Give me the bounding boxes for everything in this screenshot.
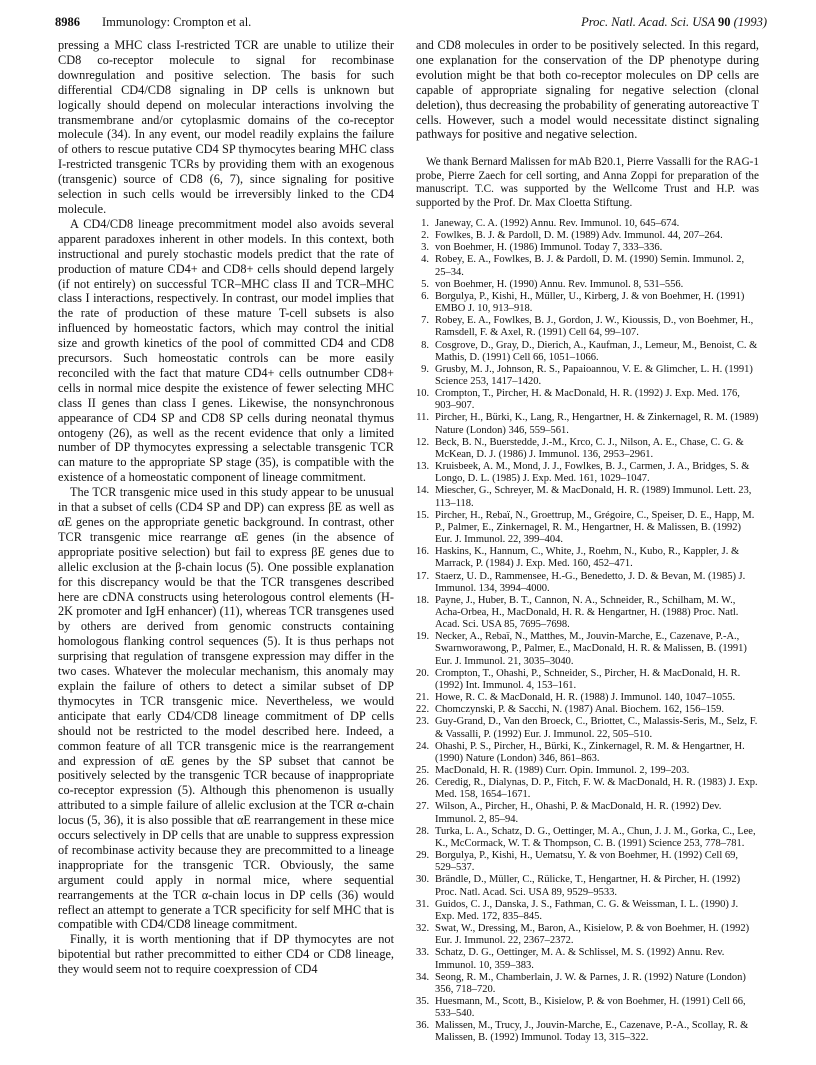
reference-item bbox=[416, 704, 759, 716]
reference-item bbox=[416, 668, 759, 692]
reference-text: Borgulya, P., Kishi, H., Müller, U., Kirberg, J. & von Boehmer, H. (1991) EMBO J. 10, 913–918. bbox=[435, 290, 745, 315]
reference-number: 5. bbox=[421, 278, 429, 290]
reference-item bbox=[416, 692, 759, 704]
reference-number: 31. bbox=[416, 898, 430, 910]
body-paragraph: and CD8 molecules in order to be positively selected. In this regard, one explanation for the conservation of the DP phenotype during evolution might be that both co-receptor molecules on DP cells are capable of appropriate signaling for negative selection (clonal deletion), thus decreasing the probability of generating autoreactive T cells. However, such a model would necessitate distinct signaling pathways for positive and negative selection. bbox=[416, 38, 759, 142]
reference-text: Grusby, M. J., Johnson, R. S., Papaioannou, V. E. & Glimcher, L. H. (1991) Science 253, 1417–1420. bbox=[435, 363, 753, 387]
reference-text: Swat, W., Dressing, M., Baron, A., Kisielow, P. & von Boehmer, H. (1992) Eur. J. Immunol. 22, 2367–2372. bbox=[435, 923, 750, 947]
reference-number: 23. bbox=[416, 716, 430, 728]
reference-text: Haskins, K., Hannum, C., White, J., Roehm, N., Kubo, R., Kappler, J. & Marrack, P. (1984) J. Exp. Med. 160, 452–471. bbox=[435, 546, 740, 570]
reference-number: 8. bbox=[421, 339, 429, 351]
reference-item bbox=[416, 230, 759, 242]
reference-text: von Boehmer, H. (1990) Annu. Rev. Immunol. 8, 531–556. bbox=[435, 278, 684, 290]
journal-name: Proc. Natl. Acad. Sci. USA bbox=[581, 15, 715, 29]
reference-text: Payne, J., Huber, B. T., Cannon, N. A., Schneider, R., Schilham, M. W., Acha-Orbea, H., MacDonald, H. R. & Hengartner, H. (1988) Proc. Natl. Acad. Sci. USA 85, 7695–7698. bbox=[435, 594, 739, 631]
reference-text: Seong, R. M., Chamberlain, J. W. & Parnes, J. R. (1992) Nature (London) 356, 718–720. bbox=[435, 971, 746, 995]
reference-number: 3. bbox=[421, 242, 429, 254]
reference-number: 16. bbox=[416, 546, 430, 558]
reference-text: Fowlkes, B. J. & Pardoll, D. M. (1989) Adv. Immunol. 44, 207–264. bbox=[435, 230, 723, 242]
reference-text: Pircher, H., Rebaï, N., Groettrup, M., Grégoire, C., Speiser, D. E., Happ, M. P., Palmer, E., Zinkernagel, R. M., Hengartner, H. & Malissen, B. (1992) Eur. J. Immunol. 22, 399–404. bbox=[435, 509, 755, 546]
reference-text: Schatz, D. G., Oettinger, M. A. & Schlissel, M. S. (1992) Annu. Rev. Immunol. 10, 359–383. bbox=[435, 947, 725, 971]
reference-item bbox=[416, 461, 759, 485]
body-paragraph: The TCR transgenic mice used in this study appear to be unusual in that a subset of cells (CD4 SP and DP) can express βE as well as αE genes on the appropriate genetic background. In contrast, other TCR transgenic mice rearrange αE genes (in the absence of appropriate positive selection) but fail to express βE genes due to allelic exclusion at the β-chain locus (5). One possible explanation for this discrepancy would be that the TCR transgenes described here are cDNA constructs using heterologous control elements (H-2K promoter and IgH enhancer) (11), whereas TCR transgenes used by others are derived from genomic constructs containing homologous flanking control sequences (5). It is thus perhaps not surprising that regulation of transgene expression may differ in the two cases. Whatever the molecular mechanism, this anomaly may explain the failure of others to detect a similar subset of DP thymocytes in TCR transgenic mice. Nevertheless, we would anticipate that early CD4/CD8 lineage commitment of DP cells should not be restricted to the model described here. Indeed, a common feature of all TCR transgenic mice is the rearrangement and expression of αE genes by the SP subset that cannot be positively selected by the transgenic TCR because of inappropriate co-receptor expression (5). Although this phenomenon is usually attributed to a simple failure of allelic exclusion at the TCR α-chain locus (5, 36), it is also possible that αE rearrangement in these mice occurs selectively in DP cells that are unable to suppress expression of recombinase activity because they are precommitted to a lineage inappropriate for the transgenic TCR. Obviously, the same argument could apply in normal mice, where sequential rearrangements at the TCR α-chain locus in DP cells (36) would reflect an attempt to generate a TCR specificity for self MHC that is compatible with CD4/CD8 lineage commitment. bbox=[58, 485, 394, 932]
reference-number: 30. bbox=[416, 874, 430, 886]
reference-item bbox=[416, 571, 759, 595]
reference-list bbox=[416, 218, 759, 1045]
acknowledgment: We thank Bernard Malissen for mAb B20.1, Pierre Vassalli for the RAG-1 probe, Pierre Zaech for cell sorting, and Anna Zoppi for preparation of the manuscript. T.C. was supported by the Wellcome Trust and H.P. was supported by the Prof. Dr. Max Cloetta Stiftung. bbox=[416, 156, 759, 209]
reference-number: 1. bbox=[421, 217, 429, 229]
reference-item bbox=[416, 315, 759, 339]
reference-text: Guidos, C. J., Danska, J. S., Fathman, C. G. & Weissman, I. L. (1990) J. Exp. Med. 172, 835–845. bbox=[435, 898, 739, 922]
reference-item bbox=[416, 595, 759, 631]
reference-number: 28. bbox=[416, 825, 430, 837]
reference-number: 18. bbox=[416, 594, 430, 606]
reference-text: Crompton, T., Ohashi, P., Schneider, S., Pircher, H. & MacDonald, H. R. (1992) Int. Immunol. 4, 153–161. bbox=[435, 667, 741, 691]
reference-number: 13. bbox=[416, 461, 430, 473]
reference-item bbox=[416, 972, 759, 996]
reference-number: 24. bbox=[416, 740, 430, 752]
reference-text: Howe, R. C. & MacDonald, H. R. (1988) J. Immunol. 140, 1047–1055. bbox=[435, 692, 736, 704]
reference-number: 32. bbox=[416, 923, 430, 935]
reference-text: Guy-Grand, D., Van den Broeck, C., Briottet, C., Malassis-Seris, M., Selz, F. & Vassalli, P. (1992) Eur. J. Immunol. 22, 505–510. bbox=[435, 716, 758, 740]
reference-item bbox=[416, 777, 759, 801]
reference-text: Borgulya, P., Kishi, H., Uematsu, Y. & von Boehmer, H. (1992) Cell 69, 529–537. bbox=[435, 850, 738, 874]
reference-item bbox=[416, 741, 759, 765]
reference-item bbox=[416, 340, 759, 364]
body-paragraph: pressing a MHC class I-restricted TCR are unable to utilize their CD8 co-receptor molecule to signal for recombinase downregulation and positive selection. The basis for such differential CD4/CD8 signaling in DP cells is unknown but logically should depend on molecular interactions involving the transmembrane and/or cytoplasmic domains of the co-receptor molecule (34). In any event, our model readily explains the failure of others to rescue putative CD4 SP thymocytes bearing MHC class I-restricted transgenic TCRs by providing them with an exogenous (transgenic) source of CD8 (6, 7), since signaling for positive selection in such cells would be irreversibly linked to the CD4 molecule. bbox=[58, 38, 394, 216]
reference-number: 7. bbox=[421, 315, 429, 327]
reference-item bbox=[416, 801, 759, 825]
reference-number: 26. bbox=[416, 777, 430, 789]
reference-text: Cosgrove, D., Gray, D., Dierich, A., Kaufman, J., Lemeur, M., Benoist, C. & Mathis, D. (1991) Cell 66, 1051–1066. bbox=[435, 339, 758, 363]
reference-number: 12. bbox=[416, 436, 430, 448]
reference-text: Turka, L. A., Schatz, D. G., Oettinger, M. A., Chun, J. J. M., Gorka, C., Lee, K., McCormack, W. T. & Thompson, C. B. (1991) Science 253, 778–781. bbox=[435, 825, 756, 849]
reference-item bbox=[416, 1020, 759, 1044]
reference-item bbox=[416, 485, 759, 509]
reference-item bbox=[416, 899, 759, 923]
reference-text: Wilson, A., Pircher, H., Ohashi, P. & MacDonald, H. R. (1992) Dev. Immunol. 2, 85–94. bbox=[435, 801, 722, 825]
reference-text: Miescher, G., Schreyer, M. & MacDonald, H. R. (1989) Immunol. Lett. 23, 113–118. bbox=[435, 485, 752, 509]
left-column bbox=[58, 38, 394, 977]
page-number: 8986 bbox=[55, 15, 80, 29]
reference-item bbox=[416, 996, 759, 1020]
reference-number: 4. bbox=[421, 254, 429, 266]
reference-text: Malissen, M., Trucy, J., Jouvin-Marche, E., Cazenave, P.-A., Scollay, R. & Malissen, B. (1992) Immunol. Today 13, 315–322. bbox=[435, 1020, 749, 1044]
reference-item bbox=[416, 242, 759, 254]
reference-text: Huesmann, M., Scott, B., Kisielow, P. & von Boehmer, H. (1991) Cell 66, 533–540. bbox=[435, 995, 746, 1020]
reference-item bbox=[416, 765, 759, 777]
reference-text: Ohashi, P. S., Pircher, H., Bürki, K., Zinkernagel, R. M. & Hengartner, H. (1990) Nature (London) 346, 861–863. bbox=[435, 740, 745, 764]
reference-number: 25. bbox=[416, 765, 430, 776]
right-column bbox=[416, 38, 759, 1045]
reference-item bbox=[416, 716, 759, 740]
reference-number: 21. bbox=[416, 692, 430, 704]
reference-number: 17. bbox=[416, 570, 430, 582]
reference-text: Staerz, U. D., Rammensee, H.-G., Benedetto, J. D. & Bevan, M. (1985) J. Immunol. 134, 3994–4000. bbox=[435, 570, 746, 594]
reference-number: 19. bbox=[416, 631, 430, 643]
reference-number: 6. bbox=[421, 290, 429, 302]
reference-item bbox=[416, 631, 759, 667]
running-title: Immunology: Crompton et al. bbox=[102, 15, 252, 29]
reference-text: Beck, B. N., Buerstedde, J.-M., Krco, C. J., Nilson, A. E., Chase, C. G. & McKean, D. J. (1986) J. Immunol. 136, 2953–2961. bbox=[435, 436, 744, 460]
reference-text: Kruisbeek, A. M., Mond, J. J., Fowlkes, B. J., Carmen, J. A., Bridges, S. & Longo, D. L. (1985) J. Exp. Med. 161, 1029–1047. bbox=[435, 461, 750, 485]
reference-number: 29. bbox=[416, 850, 430, 862]
reference-number: 22. bbox=[416, 704, 430, 716]
reference-item bbox=[416, 218, 759, 230]
reference-number: 15. bbox=[416, 509, 430, 521]
reference-text: Janeway, C. A. (1992) Annu. Rev. Immunol. 10, 645–674. bbox=[435, 217, 680, 229]
reference-item bbox=[416, 437, 759, 461]
page-header bbox=[55, 15, 767, 33]
reference-item bbox=[416, 254, 759, 278]
reference-text: Pircher, H., Bürki, K., Lang, R., Hengartner, H. & Zinkernagel, R. M. (1989) Nature (London) 346, 559–561. bbox=[435, 412, 759, 436]
reference-text: von Boehmer, H. (1986) Immunol. Today 7, 333–336. bbox=[435, 242, 663, 254]
body-paragraph: A CD4/CD8 lineage precommitment model also avoids several apparent paradoxes inherent in other models. In this context, both instructional and purely stochastic models predict that the rate of production of mature CD4+ and CD8+ cells should depend largely (if not entirely) on successful TCR–MHC class II and TCR–MHC class I interactions, respectively. In contrast, our model implies that the rate of production of these mature T-cell subsets is also influenced by homeostatic factors, which may control the initial size and growth kinetics of the pool of committed CD4 and CD8 precursors. Such homeostatic controls can be more easily reconciled with the fact that mature CD4+ cells outnumber CD8+ cells in normal mice despite the existence of fewer selecting MHC class II genes than class I genes. Likewise, the nonsynchronous appearance of CD4 SP and CD8 SP cells during neonatal thymus ontogeny (26), as well as the recent evidence that only a limited number of DP thymocytes expressing a selectable transgenic TCR can mature to the appropriate SP stage (35), is compatible with the existence of a homeostatic component of lineage commitment. bbox=[58, 216, 394, 485]
journal-citation bbox=[581, 15, 767, 30]
reference-number: 14. bbox=[416, 485, 430, 497]
reference-number: 20. bbox=[416, 667, 430, 679]
reference-item bbox=[416, 923, 759, 947]
reference-number: 11. bbox=[416, 412, 429, 424]
reference-item bbox=[416, 364, 759, 388]
reference-text: Necker, A., Rebaï, N., Matthes, M., Jouvin-Marche, E., Cazenave, P.-A., Swarnworawong, P., Palmer, E., MacDonald, H. R. & Malissen, B. (1991) Eur. J. Immunol. 21, 3035–3040. bbox=[435, 631, 747, 667]
reference-number: 10. bbox=[416, 388, 430, 400]
reference-text: MacDonald, H. R. (1989) Curr. Opin. Immunol. 2, 199–203. bbox=[435, 765, 690, 776]
reference-item bbox=[416, 874, 759, 898]
reference-item bbox=[416, 291, 759, 315]
reference-number: 33. bbox=[416, 947, 430, 959]
reference-item bbox=[416, 510, 759, 546]
reference-number: 27. bbox=[416, 801, 430, 813]
reference-text: Robey, E. A., Fowlkes, B. J., Gordon, J. W., Kioussis, D., von Boehmer, H., Ramsdell, F. & Axel, R. (1991) Cell 64, 99–107. bbox=[435, 315, 754, 339]
reference-item bbox=[416, 412, 759, 436]
body-paragraph: Finally, it is worth mentioning that if DP thymocytes are not bipotential but rather precommitted to either CD4 or CD8 lineage, they would seem not to require coexpression of CD4 bbox=[58, 932, 394, 977]
reference-text: Crompton, T., Pircher, H. & MacDonald, H. R. (1992) J. Exp. Med. 176, 903–907. bbox=[435, 388, 740, 412]
journal-year: (1993) bbox=[733, 15, 767, 29]
reference-item bbox=[416, 388, 759, 412]
reference-text: Chomczynski, P. & Sacchi, N. (1987) Anal. Biochem. 162, 156–159. bbox=[435, 704, 725, 716]
reference-number: 36. bbox=[416, 1020, 430, 1032]
reference-item bbox=[416, 279, 759, 291]
reference-item bbox=[416, 546, 759, 570]
reference-number: 9. bbox=[421, 363, 429, 375]
reference-number: 2. bbox=[421, 230, 429, 242]
journal-volume: 90 bbox=[718, 15, 731, 29]
reference-text: Ceredig, R., Dialynas, D. P., Fitch, F. W. & MacDonald, H. R. (1983) J. Exp. Med. 158, 1654–1671. bbox=[435, 777, 758, 801]
reference-item bbox=[416, 826, 759, 850]
reference-text: Robey, E. A., Fowlkes, B. J. & Pardoll, D. M. (1990) Semin. Immunol. 2, 25–34. bbox=[435, 254, 745, 278]
reference-text: Brändle, D., Müller, C., Rülicke, T., Hengartner, H. & Pircher, H. (1992) Proc. Natl. Acad. Sci. USA 89, 9529–9533. bbox=[435, 874, 741, 898]
reference-item bbox=[416, 850, 759, 874]
reference-number: 35. bbox=[416, 995, 430, 1007]
reference-item bbox=[416, 947, 759, 971]
reference-number: 34. bbox=[416, 971, 430, 983]
